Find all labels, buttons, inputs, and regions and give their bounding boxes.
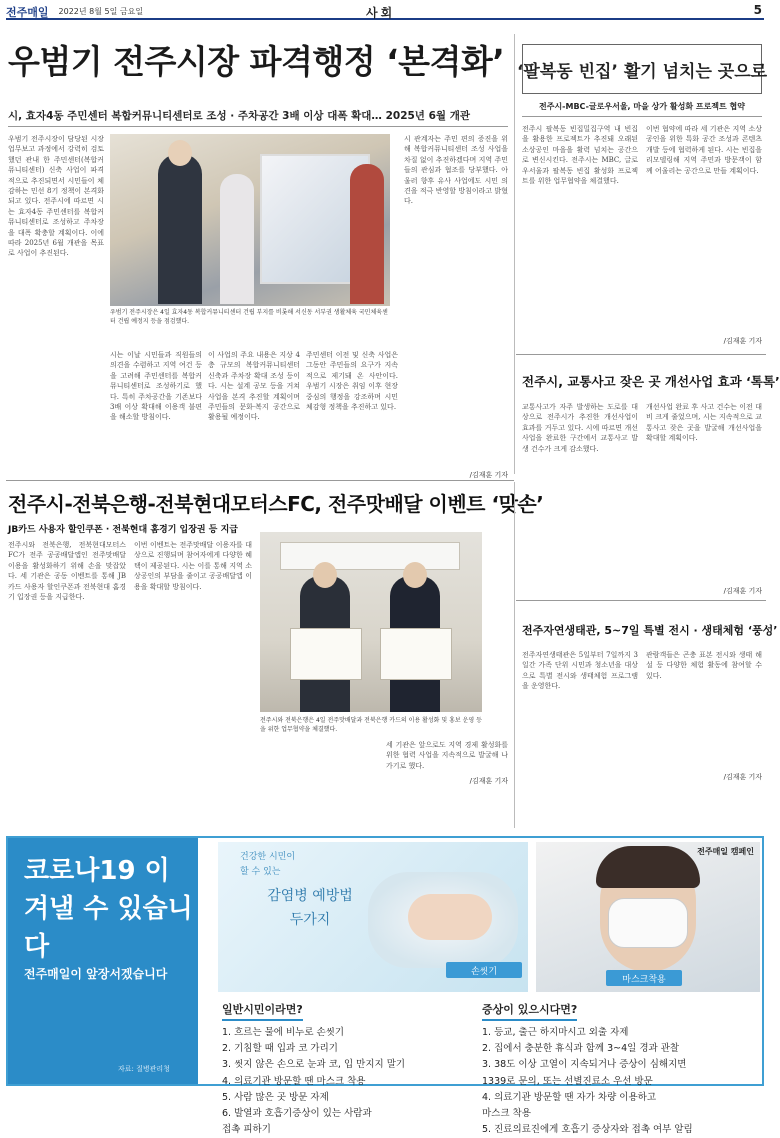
ad-symptom-title: 증상이 있으시다면? — [482, 1001, 577, 1021]
ad-slogan-line-1: 건강한 시민이 — [240, 852, 296, 862]
lead-subheadline: 시, 효자4동 주민센터 복합커뮤니티센터로 조성 · 주차공간 3배 이상 대폭 확대… 2025년 6월 개관 — [8, 110, 471, 122]
list-item: 1339로 문의, 또는 선별진료소 우선 방문 — [482, 1075, 653, 1087]
lead-byline: /김재훈 기자 — [469, 471, 508, 479]
list-item: 2. 집에서 충분한 휴식과 함께 3~4일 경과 관찰 — [482, 1043, 680, 1055]
list-item: 6. 발열과 호흡기증상이 있는 사람과 — [222, 1108, 372, 1120]
second-story-photo — [260, 532, 482, 712]
list-item: 4. 의료기관 방문할 땐 자가 차량 이용하고 — [482, 1091, 657, 1103]
second-story-subheadline: JB카드 사용자 할인쿠폰 · 전북현대 홈경기 입장권 등 지급 — [8, 525, 238, 535]
ad-prevention-title: 감염병 예방법 — [267, 888, 353, 904]
list-item: 4. 의료기관 방문할 땐 마스크 착용 — [222, 1075, 366, 1087]
right-story-2-byline: /김재훈 기자 — [723, 587, 762, 595]
second-story-column-1: 전주시와 전북은행, 전북현대모터스FC가 전주 공공배달앱인 전주맛배달 이용을 활성화하기 위해 손을 맞잡았다. 세 기관은 공동 이벤트를 통해 JB카드 사용자 할인쿠폰과 전북현대 홈경기 입장권 등을 지급한다. — [8, 541, 126, 602]
second-story-headline: 전주시-전북은행-전북현대모터스FC, 전주맛배달 이벤트 ‘맞손’ — [8, 492, 544, 516]
handwash-label: 손씻기 — [446, 962, 522, 978]
handwash-illustration — [218, 842, 528, 992]
newspaper-brand: 전주매일 — [6, 6, 49, 19]
washing-hands-icon — [408, 894, 492, 940]
lead-headline: 우범기 전주시장 파격행정 ‘본격화’ — [8, 42, 505, 81]
list-item: 1. 흐르는 물에 비누로 손씻기 — [222, 1027, 345, 1038]
covid-campaign-ad — [6, 836, 764, 1136]
right-story-1-column-1: 전주시 팔복동 빈집밀집구역 내 빈집을 활용한 프로젝트가 추진돼 오래된 소상공인 마을을 활력 넘치는 공간으로 변신시킨다. 전주시는 MBC, 글로우서울과 팔복동 빈집 활성화 프로젝트를 위한 업무협약을 체결했다. — [522, 125, 638, 186]
ad-citizen-guidelines — [222, 998, 472, 1136]
right-story-2-column-2: 개선사업 완료 후 사고 건수는 이전 대비 크게 줄었으며, 시는 지속적으로 교통사고 잦은 곳을 발굴해 개선사업을 확대할 계획이다. — [646, 403, 762, 443]
right-story-1-headline-box — [516, 44, 768, 94]
right-story-3-headline: 전주자연생태관, 5~7일 특별 전시 · 생태체험 ‘풍성’ — [522, 624, 778, 637]
right-story-3-column-2: 관람객들은 곤충 표본 전시와 생태 해설 등 다양한 체험 활동에 참여할 수 있다. — [646, 651, 762, 680]
column-divider — [514, 34, 515, 474]
ad-campaign-tag: 전주매일 캠페인 — [697, 847, 754, 856]
right-story-2-headline: 전주시, 교통사고 잦은 곳 개선사업 효과 ‘톡톡’ — [522, 374, 780, 389]
second-story-byline: /김재훈 기자 — [469, 777, 508, 785]
section-divider — [516, 354, 766, 355]
ad-left-panel — [8, 838, 198, 1084]
list-item: 1. 등교, 출근 하지마시고 외출 자제 — [482, 1027, 629, 1038]
list-item: 마스크 착용 — [482, 1108, 531, 1120]
issue-date: 2022년 8월 5일 금요일 — [58, 7, 144, 16]
ad-source: 자료: 질병관리청 — [118, 1065, 170, 1073]
right-story-1-column-2: 이번 협약에 따라 세 기관은 지역 소상공인을 위한 특화 공간 조성과 콘텐츠 개발 등에 협력하게 된다. 시는 빈집을 리모델링해 지역 주민과 방문객이 함께 어울리는 공간으로 만들 계획이다. — [646, 125, 762, 175]
masthead — [6, 4, 764, 20]
lead-column-2: 시는 이날 시민들과 직원들의 의견을 수렴하고 지역 여건 등을 고려해 주민센터를 복합커뮤니티센터로 조성하기로 했다. 특히 주차공간을 기존보다 3배 이상 확대해 이용객 불편을 해소할 방침이다. — [110, 351, 202, 422]
mask-illustration — [536, 842, 760, 992]
ad-prevention-count: 두가지 — [289, 912, 331, 928]
right-story-1-subheadline: 전주시-MBC-글로우서울, 마을 상가 활성화 프로젝트 협약 — [538, 102, 745, 111]
right-story-3-byline: /김재훈 기자 — [723, 773, 762, 781]
lead-column-4: 주민센터 이전 및 신축 사업은 그동안 주민들의 요구가 지속적으로 제기돼 온 사안이다. 우범기 시장은 취임 이후 현장 중심의 행정을 강조하며 시민 체감형 정책을 추진하고 있다. — [306, 351, 398, 412]
second-story-photo-caption: 전주시와 전북은행은 4일 전주맛배달과 전북은행 카드의 이용 활성화 및 홍보 운영 등을 위한 업무협약을 체결했다. — [260, 717, 482, 733]
list-item: 3. 38도 이상 고열이 지속되거나 증상이 심해지면 — [482, 1059, 687, 1071]
mask-icon — [608, 898, 688, 948]
lead-column-3: 이 사업의 주요 내용은 지상 4층 규모의 복합커뮤니티센터 신축과 주차장 확대 조성 등이다. 시는 설계 공모 등을 거쳐 사업을 본격 추진할 계획이며 주민들의 문화·복지 공간으로 활용될 예정이다. — [208, 351, 300, 422]
section-divider — [516, 600, 766, 601]
lead-divider — [8, 126, 508, 127]
list-item: 접촉 피하기 — [222, 1124, 271, 1136]
right-story-3-column-1: 전주자연생태관은 5일부터 7일까지 3일간 가족 단위 시민과 청소년을 대상으로 특별 전시와 생태체험 프로그램을 운영한다. — [522, 651, 638, 691]
list-item: 2. 기침할 때 입과 코 가리기 — [222, 1043, 338, 1055]
list-item: 3. 씻지 않은 손으로 눈과 코, 입 만지지 말기 — [222, 1059, 406, 1071]
ad-sub-slogan: 전주매일이 앞장서겠습니다 — [24, 967, 168, 981]
ad-main-slogan: 코로나19 이겨낼 수 있습니다 — [24, 856, 193, 962]
right-story-2-column-1: 교통사고가 자주 발생하는 도로를 대상으로 전주시가 추진한 개선사업이 효과를 거두고 있다. 시에 따르면 개선사업을 완료한 구간에서 교통사고 발생 건수가 크게 감소했다. — [522, 403, 638, 453]
lead-column-1: 우범기 전주시장이 담당된 시장 업무보고 과정에서 강력히 검토했던 관내 한 주민센터(복합커뮤니티센터) 신축 사업이 파격적으로 추진되면서 시민들이 체감하는 민선 8기 정책이 본격화되고 있다. 전주시에 따르면 시는 효자4동 주민센터를 복합커뮤니티센터로 조성하고 주차장을 대폭 확충할 계획이다. 이에 따라 2025년 6월 개관을 목표로 사업이 추진된다. — [8, 135, 104, 258]
page-number: 5 — [753, 3, 762, 17]
section-name: 사회 — [366, 6, 396, 20]
second-story-column-2: 이번 이벤트는 전주맛배달 이용자를 대상으로 진행되며 참여자에게 다양한 혜택이 제공된다. 시는 이를 통해 지역 소상공인의 부담을 줄이고 공공배달앱 이용을 확대할 방침이다. — [134, 541, 252, 591]
right-story-1-byline: /김재훈 기자 — [723, 337, 762, 345]
column-divider — [514, 482, 515, 828]
lead-column-5: 시 관계자는 주민 편의 증진을 위해 복합커뮤니티센터 조성 사업을 차질 없이 추진하겠다며 지역 주민들의 관심과 협조를 당부했다. 아울러 향후 유사 사업에도 시민 의견을 적극 반영할 방침이라고 밝혔다. — [404, 135, 508, 206]
ad-citizen-title: 일반시민이라면? — [222, 1001, 303, 1021]
right-story-1-headline: ‘팔복동 빈집’ 활기 넘치는 곳으로 — [516, 61, 768, 82]
list-item: 5. 사람 많은 곳 방문 자제 — [222, 1091, 329, 1103]
ad-slogan-line-2: 할 수 있는 — [240, 867, 281, 877]
list-item: 5. 진료의료진에게 호흡기 증상자와 접촉 여부 알림 — [482, 1124, 693, 1136]
right-story-1-divider — [522, 116, 762, 117]
lead-photo — [110, 134, 390, 306]
second-story-column-3: 세 기관은 앞으로도 지역 경제 활성화를 위한 협력 사업을 지속적으로 발굴해 나가기로 했다. — [386, 741, 508, 770]
mask-label: 마스크착용 — [606, 970, 682, 986]
section-divider — [6, 480, 514, 481]
lead-photo-caption: 우범기 전주시장은 4일 효자4동 복합커뮤니티센터 건립 부지를 비롯해 서신동 서부권 생활체육 국민체육센터 건립 예정지 등을 점검했다. — [110, 309, 388, 325]
ad-symptom-guidelines — [482, 998, 760, 1136]
